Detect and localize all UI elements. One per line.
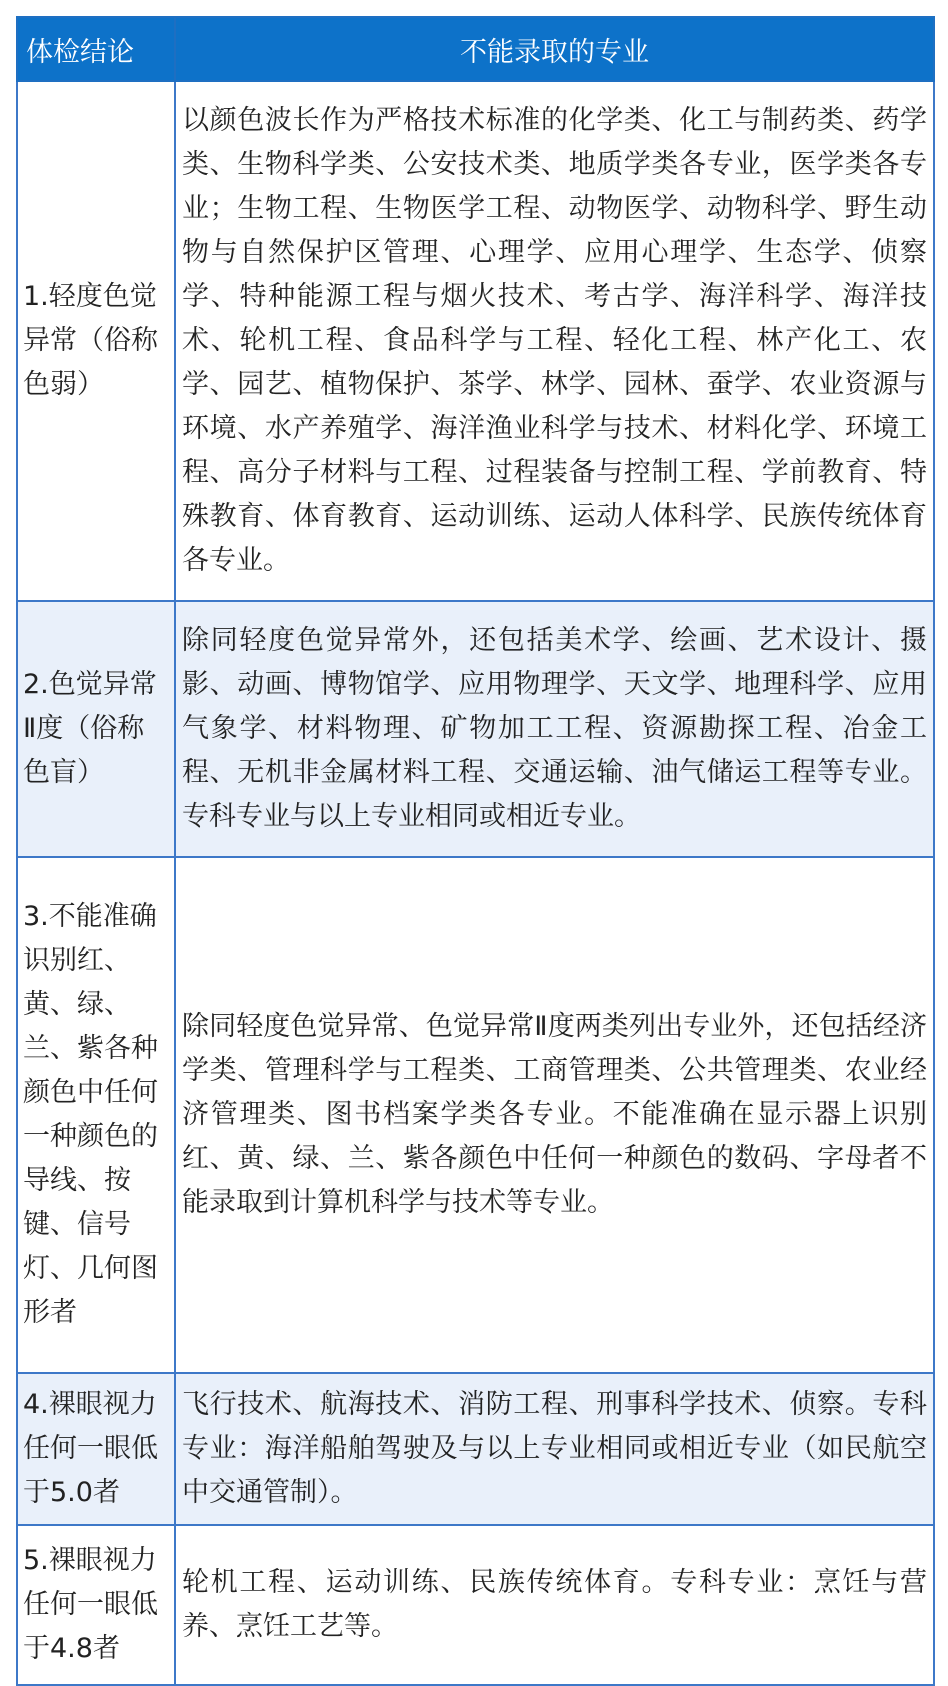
majors-cell: 除同轻度色觉异常、色觉异常Ⅱ度两类列出专业外，还包括经济学类、管理科学与工程类、工商管理类、公共管理类、农业经济管理类、图书档案学类各专业。不能准确在显示器上识别红、黄、绿、兰、紫各颜色中任何一种颜色的数码、字母者不能录取到计算机科学与技术等专业。 <box>175 857 934 1373</box>
table-row <box>17 1525 934 1685</box>
majors-cell: 以颜色波长作为严格技术标准的化学类、化工与制药类、药学类、生物科学类、公安技术类、地质学类各专业，医学类各专业；生物工程、生物医学工程、动物医学、动物科学、野生动物与自然保护区管理、心理学、应用心理学、生态学、侦察学、特种能源工程与烟火技术、考古学、海洋科学、海洋技术、轮机工程、食品科学与工程、轻化工程、林产化工、农学、园艺、植物保护、茶学、林学、园林、蚕学、农业资源与环境、水产养殖学、海洋渔业科学与技术、材料化学、环境工程、高分子材料与工程、过程装备与控制工程、学前教育、特殊教育、体育教育、运动训练、运动人体科学、民族传统体育各专业。 <box>175 81 934 601</box>
condition-cell: 5.裸眼视力任何一眼低于4.8者 <box>17 1525 175 1685</box>
condition-cell: 4.裸眼视力任何一眼低于5.0者 <box>17 1373 175 1525</box>
table-row <box>17 81 934 601</box>
majors-cell: 轮机工程、运动训练、民族传统体育。专科专业：烹饪与营养、烹饪工艺等。 <box>175 1525 934 1685</box>
table-row <box>17 857 934 1373</box>
table-header-row <box>17 17 934 81</box>
header-exam-conclusion: 体检结论 <box>17 17 175 81</box>
table-row <box>17 601 934 857</box>
eligibility-table <box>16 16 935 1686</box>
condition-cell: 3.不能准确识别红、黄、绿、兰、紫各种颜色中任何一种颜色的导线、按键、信号灯、几何图形者 <box>17 857 175 1373</box>
condition-cell: 1.轻度色觉异常（俗称色弱） <box>17 81 175 601</box>
header-excluded-majors: 不能录取的专业 <box>175 17 934 81</box>
majors-cell: 除同轻度色觉异常外，还包括美术学、绘画、艺术设计、摄影、动画、博物馆学、应用物理学、天文学、地理科学、应用气象学、材料物理、矿物加工工程、资源勘探工程、冶金工程、无机非金属材料工程、交通运输、油气储运工程等专业。专科专业与以上专业相同或相近专业。 <box>175 601 934 857</box>
condition-cell: 2.色觉异常Ⅱ度（俗称色盲） <box>17 601 175 857</box>
majors-cell: 飞行技术、航海技术、消防工程、刑事科学技术、侦察。专科专业：海洋船舶驾驶及与以上专业相同或相近专业（如民航空中交通管制）。 <box>175 1373 934 1525</box>
table-row <box>17 1373 934 1525</box>
